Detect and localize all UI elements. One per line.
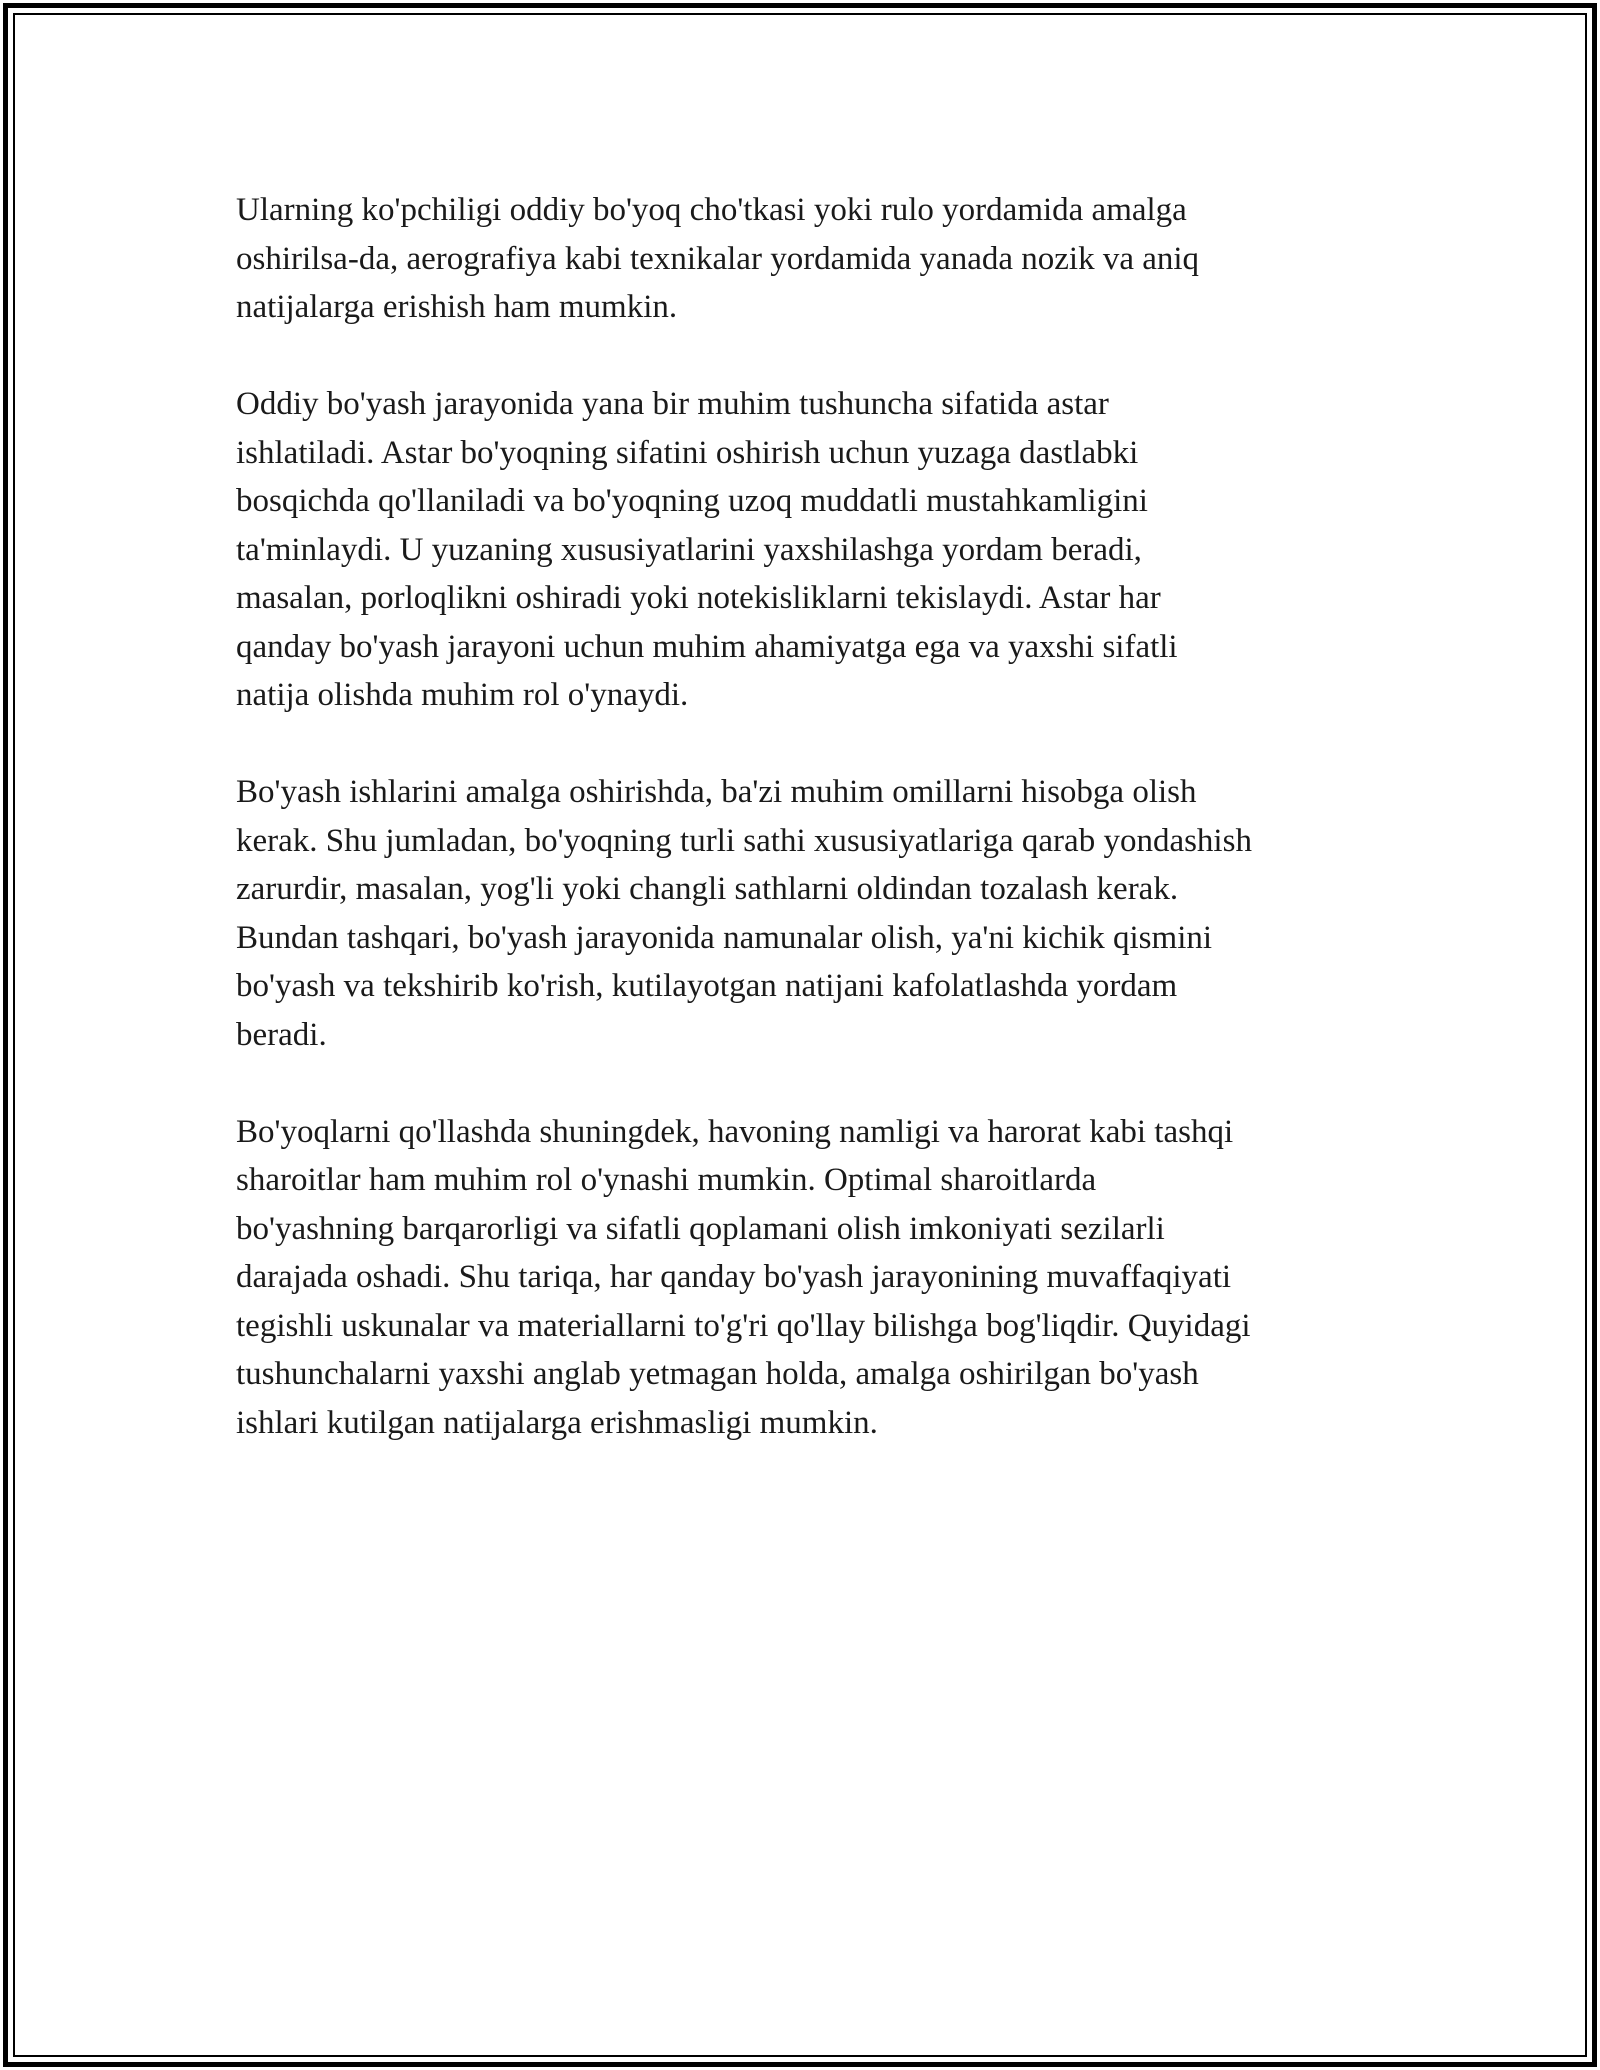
text-line: Ularning ko'pchiligi oddiy bo'yoq cho'tkasi yoki rulo yordamida amalga bbox=[236, 192, 1187, 228]
text-line: qanday bo'yash jarayoni uchun muhim ahamiyatga ega va yaxshi sifatli bbox=[236, 628, 1178, 665]
text-line: Bundan tashqari, bo'yash jarayonida namunalar olish, ya'ni kichik qismini bbox=[236, 919, 1213, 956]
text-line: bo'yash va tekshirib ko'rish, kutilayotgan natijani kafolatlashda yordam bbox=[236, 968, 1178, 1004]
text-line: tushunchalarni yaxshi anglab yetmagan holda, amalga oshirilgan bo'yash bbox=[236, 1356, 1199, 1392]
text-line: masalan, porloqlikni oshiradi yoki notekisliklarni tekislaydi. Astar har bbox=[236, 580, 1161, 616]
text-line: oshirilsa-da, aerografiya kabi texnikalar yordamida yanada nozik va aniq bbox=[236, 240, 1200, 277]
text-line: beradi. bbox=[236, 1016, 327, 1053]
text-line: darajada oshadi. Shu tariqa, har qanday bo'yash jarayonining muvaffaqiyati bbox=[236, 1259, 1232, 1295]
text-line: sharoitlar ham muhim rol o'ynashi mumkin. Optimal sharoitlarda bbox=[236, 1162, 1097, 1198]
paragraph-3 bbox=[236, 768, 1396, 1059]
text-line: kerak. Shu jumladan, bo'yoqning turli sathi xususiyatlariga qarab yondashish bbox=[236, 822, 1252, 859]
text-line: zarurdir, masalan, yog'li yoki changli sathlarni oldindan tozalash kerak. bbox=[236, 871, 1179, 907]
paragraph-1 bbox=[236, 186, 1396, 332]
text-line: Oddiy bo'yash jarayonida yana bir muhim tushuncha sifatida astar bbox=[236, 386, 1109, 422]
text-line: natijalarga erishish ham mumkin. bbox=[236, 289, 678, 325]
text-line: ishlatiladi. Astar bo'yoqning sifatini oshirish uchun yuzaga dastlabki bbox=[236, 434, 1139, 471]
text-line: tegishli uskunalar va materiallarni to'g'ri qo'llay bilishga bog'liqdir. Quyidagi bbox=[236, 1307, 1251, 1344]
text-line: natija olishda muhim rol o'ynaydi. bbox=[236, 677, 689, 713]
text-line: ta'minlaydi. U yuzaning xususiyatlarini yaxshilashga yordam beradi, bbox=[236, 531, 1142, 568]
text-line: bosqichda qo'llaniladi va bo'yoqning uzoq muddatli mustahkamligini bbox=[236, 483, 1148, 519]
text-line: bo'yashning barqarorligi va sifatli qoplamani olish imkoniyati sezilarli bbox=[236, 1210, 1165, 1247]
paragraph-4 bbox=[236, 1108, 1396, 1448]
document-body bbox=[236, 186, 1396, 1496]
paragraph-2 bbox=[236, 380, 1396, 720]
text-line: Bo'yoqlarni qo'llashda shuningdek, havoning namligi va harorat kabi tashqi bbox=[236, 1113, 1234, 1150]
text-line: Bo'yash ishlarini amalga oshirishda, ba'zi muhim omillarni hisobga olish bbox=[236, 774, 1197, 810]
text-line: ishlari kutilgan natijalarga erishmasligi mumkin. bbox=[236, 1404, 878, 1441]
